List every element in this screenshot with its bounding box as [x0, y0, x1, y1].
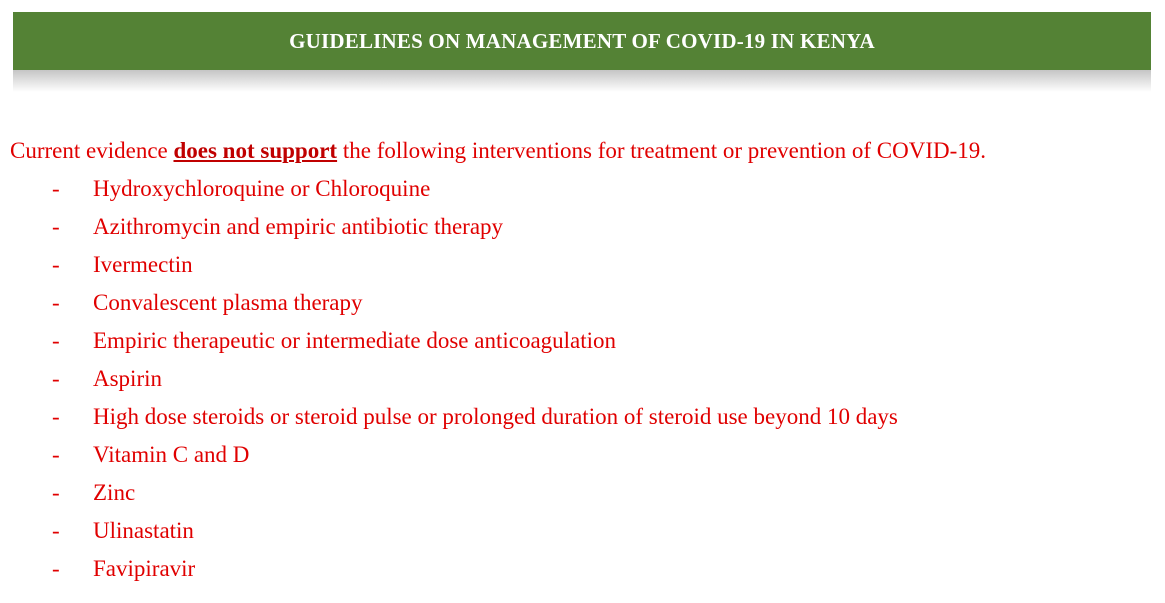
list-dash: - — [52, 214, 60, 239]
title-banner — [13, 12, 1151, 70]
intro-emphasis: does not support — [173, 138, 338, 163]
list-dash: - — [52, 252, 60, 277]
page-title: GUIDELINES ON MANAGEMENT OF COVID-19 IN KENYA — [289, 28, 875, 53]
intro-before: Current evidence — [10, 138, 174, 163]
list-item-text: Azithromycin and empiric antibiotic therapy — [93, 214, 504, 239]
list-item-text: Favipiravir — [93, 556, 196, 581]
intro-sentence — [10, 138, 986, 164]
banner-shadow — [13, 70, 1151, 92]
list-dash: - — [52, 556, 60, 581]
list-item-text: Vitamin C and D — [93, 442, 250, 467]
list-item-text: Convalescent plasma therapy — [93, 290, 363, 315]
list-dash: - — [52, 176, 60, 201]
list-dash: - — [52, 404, 60, 429]
list-dash: - — [52, 366, 60, 391]
list-item-text: Ulinastatin — [93, 518, 194, 543]
list-dash: - — [52, 442, 60, 467]
list-item-text: Ivermectin — [93, 252, 193, 277]
intro-after: the following interventions for treatment or prevention of COVID-19. — [337, 138, 987, 163]
list-dash: - — [52, 480, 60, 505]
list-item-text: Empiric therapeutic or intermediate dose anticoagulation — [93, 328, 617, 353]
list-item-text: High dose steroids or steroid pulse or prolonged duration of steroid use beyond 10 days — [93, 404, 898, 429]
list-item-text: Hydroxychloroquine or Chloroquine — [93, 176, 431, 201]
list-item-text: Aspirin — [93, 366, 162, 391]
list-item-text: Zinc — [93, 480, 136, 505]
list-dash: - — [52, 290, 60, 315]
list-dash: - — [52, 328, 60, 353]
list-dash: - — [52, 518, 60, 543]
